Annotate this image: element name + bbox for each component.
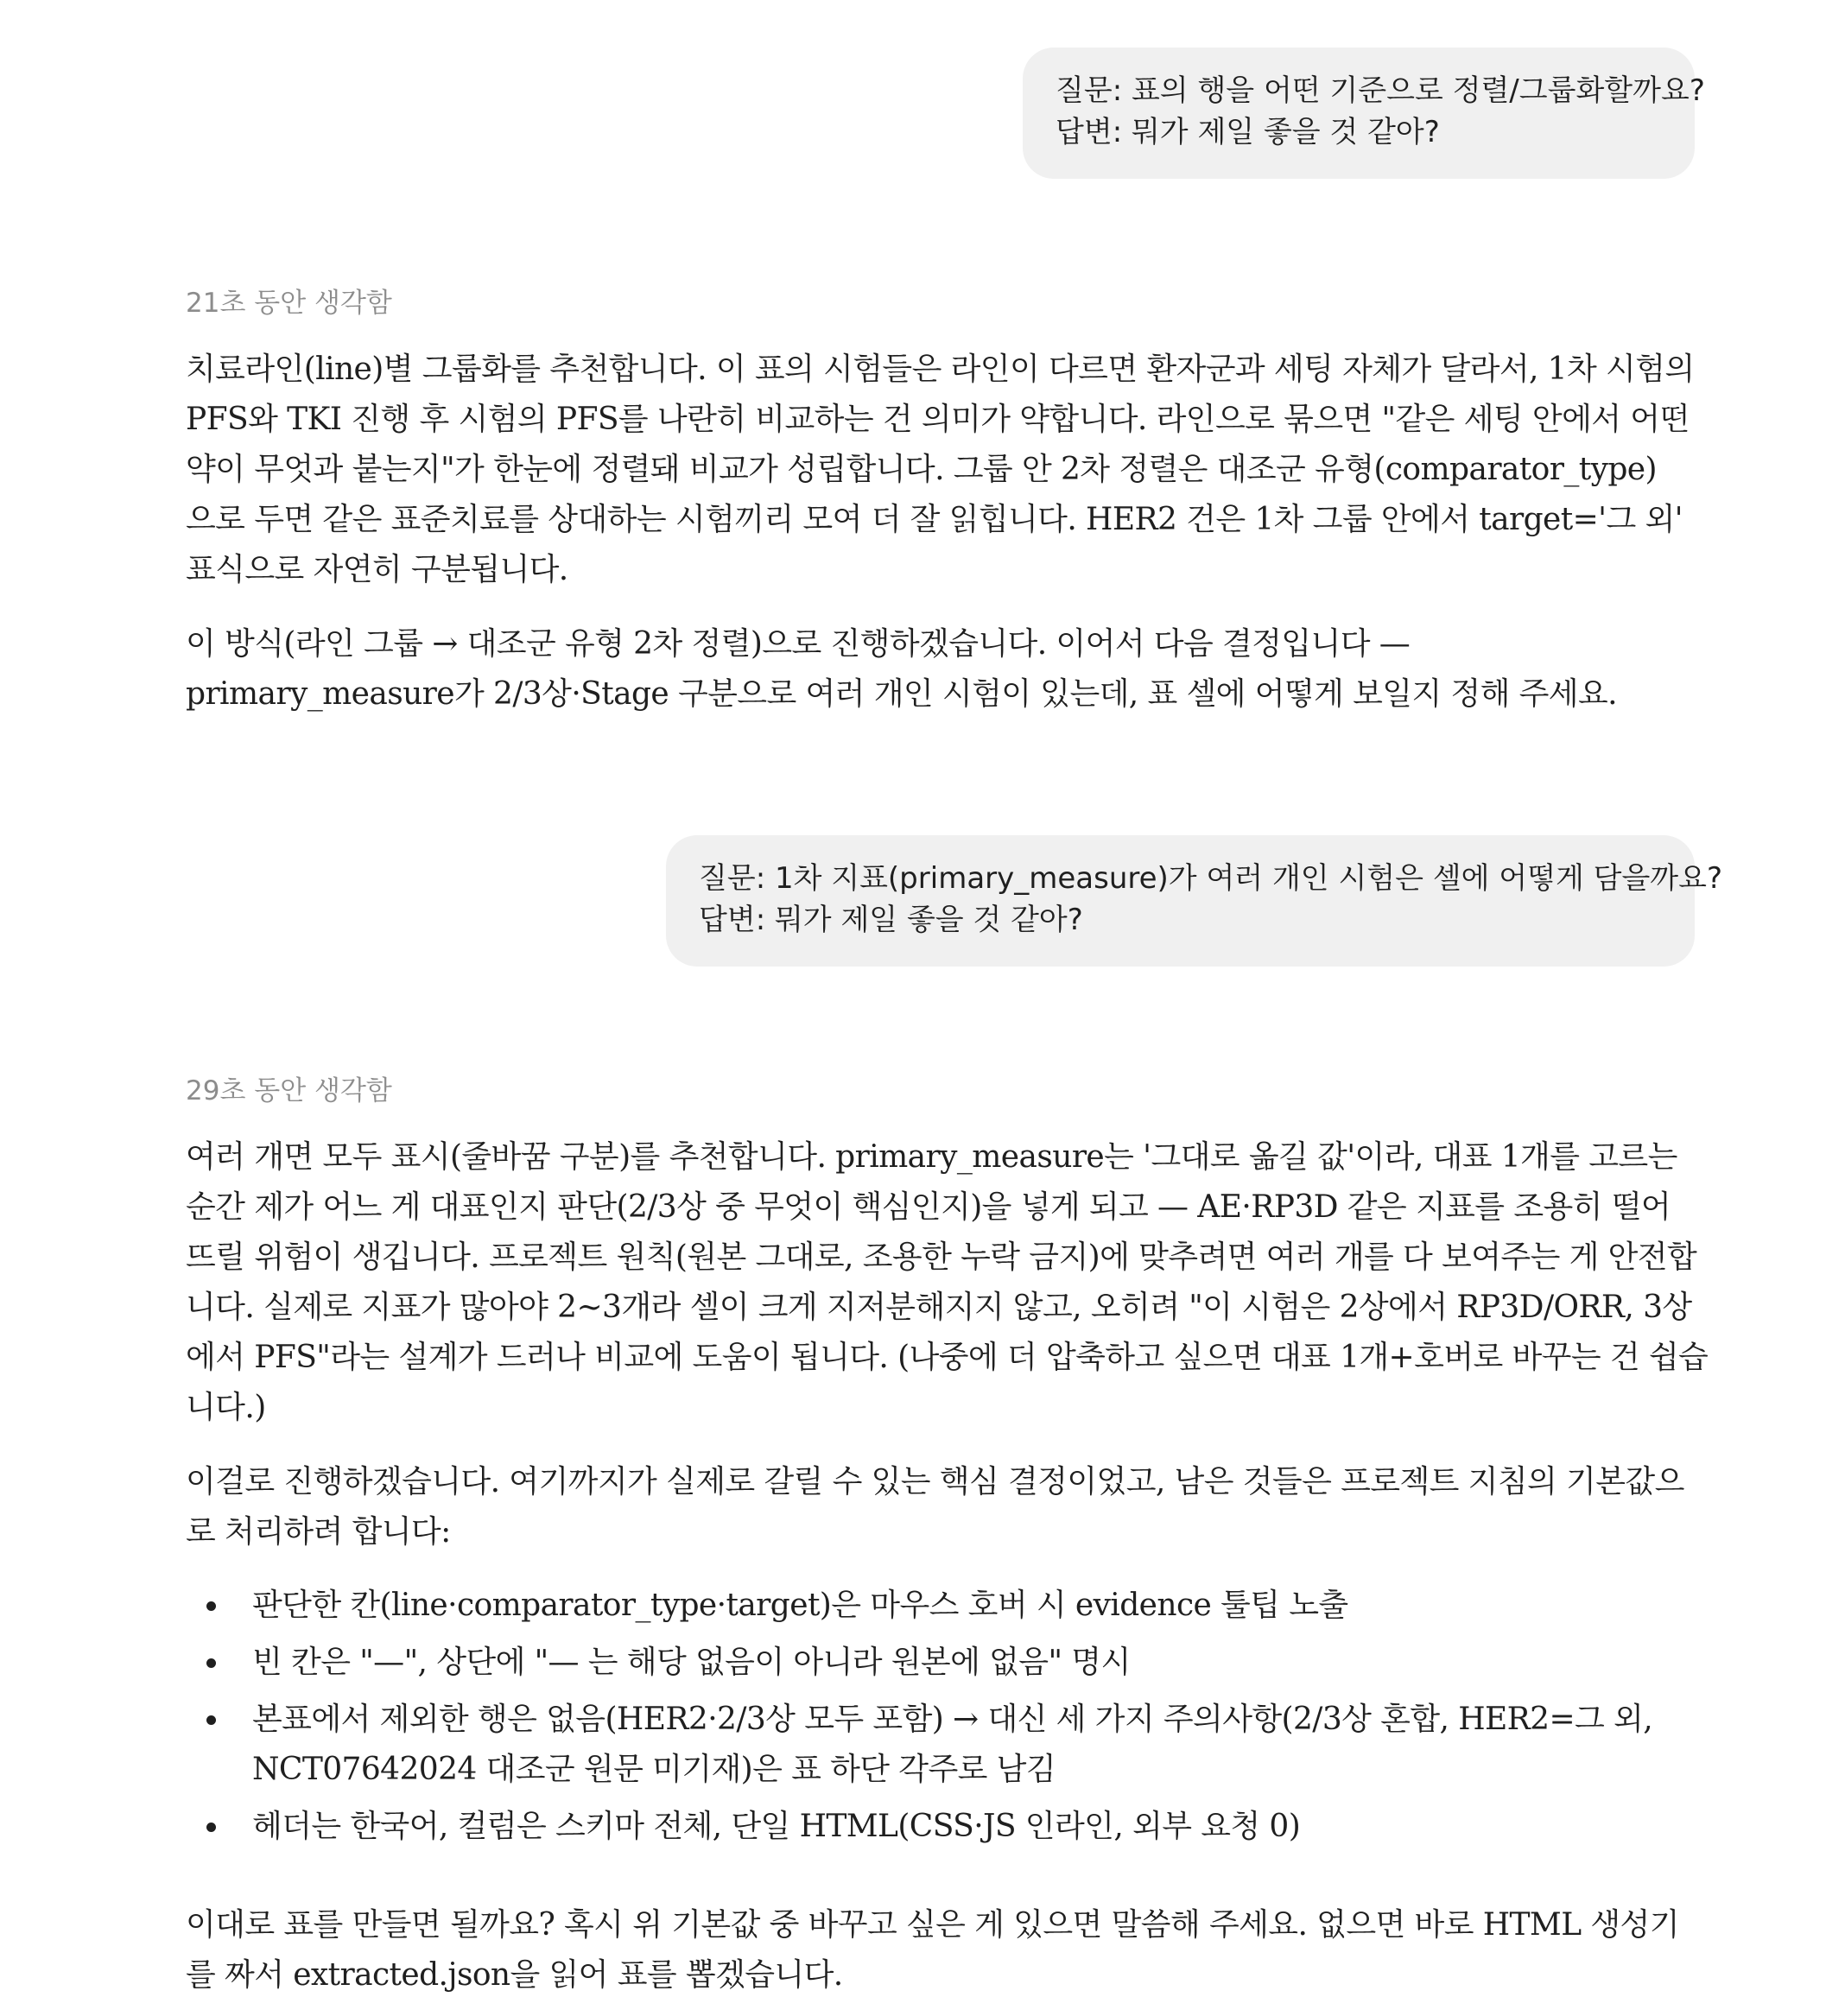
paragraph-line: PFS와 TKI 진행 후 시험의 PFS를 나란히 비교하는 건 의미가 약합니다. 라인으로 묶으면 "같은 세팅 안에서 어떤 <box>186 402 1690 437</box>
thinking-duration-toggle[interactable]: 29초 동안 생각함 <box>186 1075 392 1106</box>
assistant-paragraph <box>186 1900 1679 2000</box>
paragraph-line: 뜨릴 위험이 생깁니다. 프로젝트 원칙(원본 그대로, 조용한 누락 금지)에 맞추려면 여러 개를 다 보여주는 게 안전합 <box>186 1239 1697 1275</box>
paragraph-line: 니다. 실제로 지표가 많아야 2~3개라 셀이 크게 지저분해지지 않고, 오히려 "이 시험은 2상에서 RP3D/ORR, 3상 <box>186 1290 1692 1325</box>
paragraph-line: 치료라인(line)별 그룹화를 추천합니다. 이 표의 시험들은 라인이 다르면 환자군과 세팅 자체가 달라서, 1차 시험의 <box>186 352 1695 387</box>
paragraph-line: 으로 두면 같은 표준치료를 상대하는 시험끼리 모여 더 잘 읽힙니다. HER2 건은 1차 그룹 안에서 target='그 외' <box>186 502 1683 537</box>
assistant-paragraph <box>186 1132 1709 1433</box>
user-message-line: 답변: 뭐가 제일 좋을 것 같아? <box>699 903 1083 937</box>
user-message-bubble <box>1023 48 1705 179</box>
assistant-paragraph <box>186 619 1654 720</box>
bullet-dot-icon <box>206 1715 216 1725</box>
paragraph-line: 여러 개면 모두 표시(줄바꿈 구분)를 추천합니다. primary_measure는 '그대로 옮길 값'이라, 대표 1개를 고르는 <box>186 1139 1677 1175</box>
bullet-item <box>186 1581 1654 1631</box>
paragraph-line: 약이 무엇과 붙는지"가 한눈에 정렬돼 비교가 성립합니다. 그룹 안 2차 정렬은 대조군 유형(comparator_type) <box>186 452 1657 487</box>
bullet-list <box>186 1581 1654 1859</box>
bullet-item <box>186 1638 1654 1688</box>
paragraph-line: 니다.) <box>186 1390 266 1425</box>
bullet-text: 헤더는 한국어, 컬럼은 스키마 전체, 단일 HTML(CSS·JS 인라인, 외부 요청 0) <box>252 1809 1301 1844</box>
user-message-bubble <box>666 835 1723 967</box>
paragraph-line: 를 짜서 extracted.json을 읽어 표를 뽑겠습니다. <box>186 1957 843 1993</box>
paragraph-line: 이대로 표를 만들면 될까요? 혹시 위 기본값 중 바꾸고 싶은 게 있으면 말씀해 주세요. 없으면 바로 HTML 생성기 <box>186 1907 1679 1943</box>
thinking-duration-toggle[interactable]: 21초 동안 생각함 <box>186 288 392 319</box>
paragraph-line: 로 처리하려 합니다: <box>186 1514 451 1550</box>
bullet-dot-icon <box>206 1823 216 1832</box>
paragraph-line: 이걸로 진행하겠습니다. 여기까지가 실제로 갈릴 수 있는 핵심 결정이었고, 남은 것들은 프로젝트 지침의 기본값으 <box>186 1464 1684 1499</box>
bullet-dot-icon <box>206 1658 216 1668</box>
user-message-line: 질문: 표의 행을 어떤 기준으로 정렬/그룹화할까요? <box>1056 73 1705 108</box>
paragraph-line: 에서 PFS"라는 설계가 드러나 비교에 도움이 됩니다. (나중에 더 압축하고 싶으면 대표 1개+호버로 바꾸는 건 쉽습 <box>186 1340 1709 1375</box>
assistant-paragraph <box>186 1457 1684 1557</box>
paragraph-line: 이 방식(라인 그룹 → 대조군 유형 2차 정렬)으로 진행하겠습니다. 이어서 다음 결정입니다 — <box>186 626 1411 662</box>
user-message-line: 답변: 뭐가 제일 좋을 것 같아? <box>1056 115 1440 149</box>
bullet-text: 판단한 칸(line·comparator_type·target)은 마우스 호버 시 evidence 툴팁 노출 <box>252 1588 1348 1623</box>
bullet-item <box>186 1802 1654 1852</box>
user-message-line: 질문: 1차 지표(primary_measure)가 여러 개인 시험은 셀에 어떻게 담을까요? <box>699 861 1723 896</box>
bullet-text: NCT07642024 대조군 원문 미기재)은 표 하단 각주로 남김 <box>252 1752 1056 1787</box>
paragraph-line: primary_measure가 2/3상·Stage 구분으로 여러 개인 시험이 있는데, 표 셀에 어떻게 보일지 정해 주세요. <box>186 676 1618 712</box>
paragraph-line: 표식으로 자연히 구분됩니다. <box>186 552 568 587</box>
bullet-text: 빈 칸은 "—", 상단에 "— 는 해당 없음이 아니라 원본에 없음" 명시 <box>252 1645 1131 1680</box>
bullet-item <box>186 1695 1654 1795</box>
assistant-paragraph <box>186 345 1695 595</box>
paragraph-line: 순간 제가 어느 게 대표인지 판단(2/3상 중 무엇이 핵심인지)을 넣게 되고 — AE·RP3D 같은 지표를 조용히 떨어 <box>186 1189 1671 1225</box>
bullet-text: 본표에서 제외한 행은 없음(HER2·2/3상 모두 포함) → 대신 세 가지 주의사항(2/3상 혼합, HER2=그 외, <box>252 1702 1653 1737</box>
bullet-dot-icon <box>206 1601 216 1611</box>
